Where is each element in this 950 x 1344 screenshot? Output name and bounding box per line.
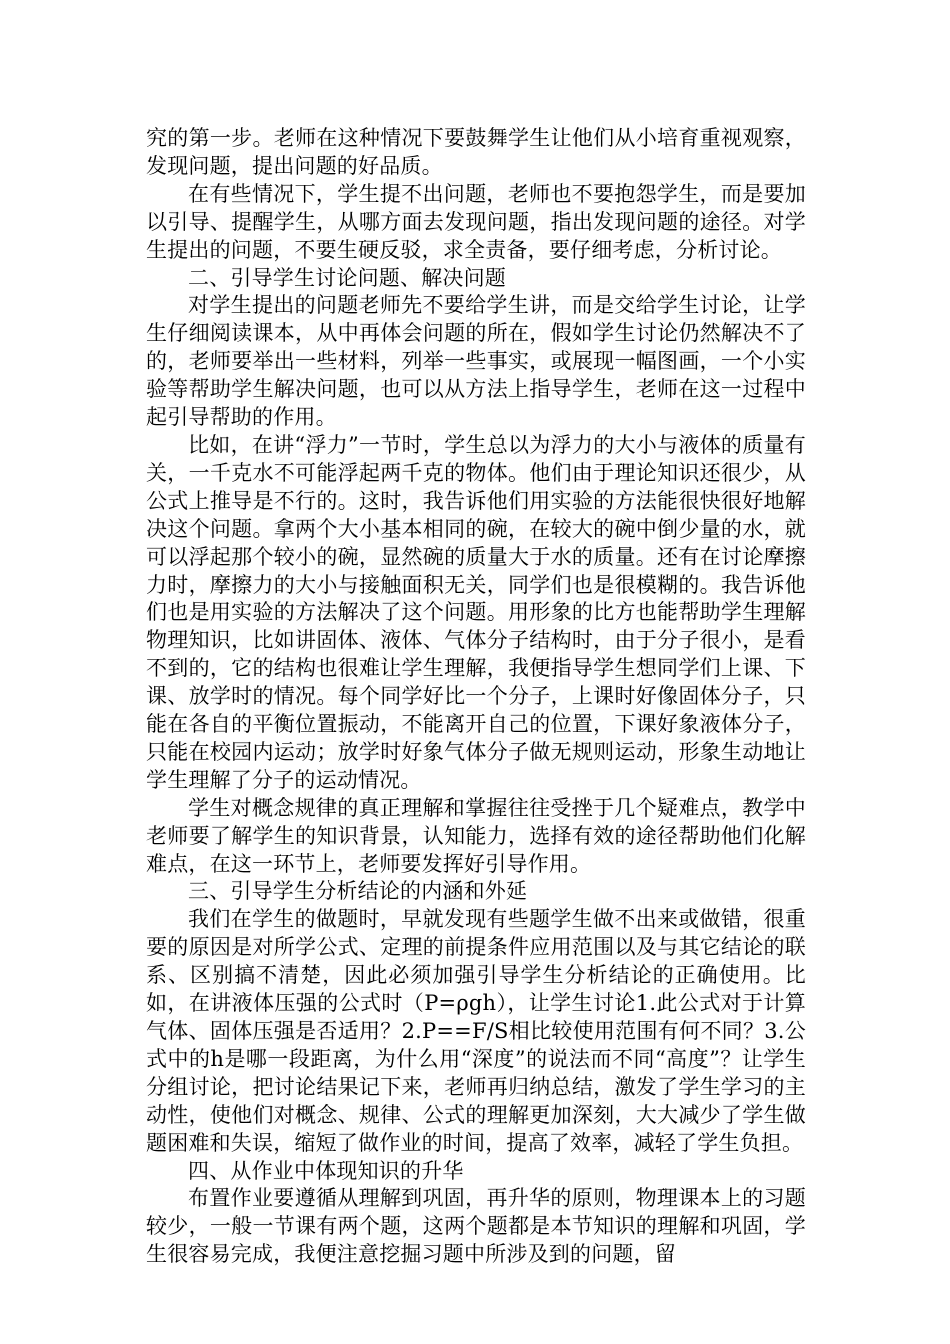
section-heading-2: 二、引导学生讨论问题、解决问题 [188,265,506,290]
paragraph-7: 布置作业要遵循从理解到巩固，再升华的原则，物理课本上的习题较少，一般一节课有两个题，这两个题都是本节知识的理解和巩固，学生很容易完成，我便注意挖掘习题中所涉及到的问题，留 [146,1186,806,1267]
paragraph-2: 在有些情况下，学生提不出问题，老师也不要抱怨学生，而是要加以引导、提醒学生，从哪方面去发现问题，指出发现问题的途径。对学生提出的问题，不要生硬反驳，求全责备，要仔细考虑，分析讨论。 [146,181,806,262]
document-body [146,125,806,1269]
section-heading-4: 四、从作业中体现知识的升华 [188,1158,464,1183]
paragraph-3: 对学生提出的问题老师先不要给学生讲，而是交给学生讨论，让学生仔细阅读课本，从中再体会问题的所在，假如学生讨论仍然解决不了的，老师要举出一些材料，列举一些事实，或展现一幅图画，一个小实验等帮助学生解决问题，也可以从方法上指导学生，老师在这一过程中起引导帮助的作用。 [146,293,806,430]
paragraph-6: 我们在学生的做题时，早就发现有些题学生做不出来或做错，很重要的原因是对所学公式、定理的前提条件应用范围以及与其它结论的联系、区别搞不清楚，因此必须加强引导学生分析结论的正确使用。比如，在讲液体压强的公式时（P=ρgh），让学生讨论1.此公式对于计算气体、固体压强是否适用？2.P==F/S相比较使用范围有何不同？3.公式中的h是哪一段距离，为什么用“深度”的说法而不同“高度”？让学生分组讨论，把讨论结果记下来，老师再归纳总结，激发了学生学习的主动性，使他们对概念、规律、公式的理解更加深刻，大大减少了学生做题困难和失误，缩短了做作业的时间，提高了效率，减轻了学生负担。 [146,907,806,1155]
paragraph-1: 究的第一步。老师在这种情况下要鼓舞学生让他们从小培育重视观察，发现问题，提出问题的好品质。 [146,126,806,178]
paragraph-5: 学生对概念规律的真正理解和掌握往往受挫于几个疑难点，教学中老师要了解学生的知识背景，认知能力，选择有效的途径帮助他们化解难点，在这一环节上，老师要发挥好引导作用。 [146,795,806,876]
section-heading-3: 三、引导学生分析结论的内涵和外延 [188,879,528,904]
paragraph-4: 比如，在讲“浮力”一节时，学生总以为浮力的大小与液体的质量有关，一千克水不可能浮起两千克的物体。他们由于理论知识还很少，从公式上推导是不行的。这时，我告诉他们用实验的方法能很快很好地解决这个问题。拿两个大小基本相同的碗，在较大的碗中倒少量的水，就可以浮起那个较小的碗，显然碗的质量大于水的质量。还有在讨论摩擦力时，摩擦力的大小与接触面积无关，同学们也是很模糊的。我告诉他们也是用实验的方法解决了这个问题。用形象的比方也能帮助学生理解物理知识，比如讲固体、液体、气体分子结构时，由于分子很小，是看不到的，它的结构也很难让学生理解，我便指导学生想同学们上课、下课、放学时的情况。每个同学好比一个分子，上课时好像固体分子，只能在各自的平衡位置振动，不能离开自己的位置，下课好象液体分子，只能在校园内运动；放学时好象气体分子做无规则运动，形象生动地让学生理解了分子的运动情况。 [146,432,806,792]
